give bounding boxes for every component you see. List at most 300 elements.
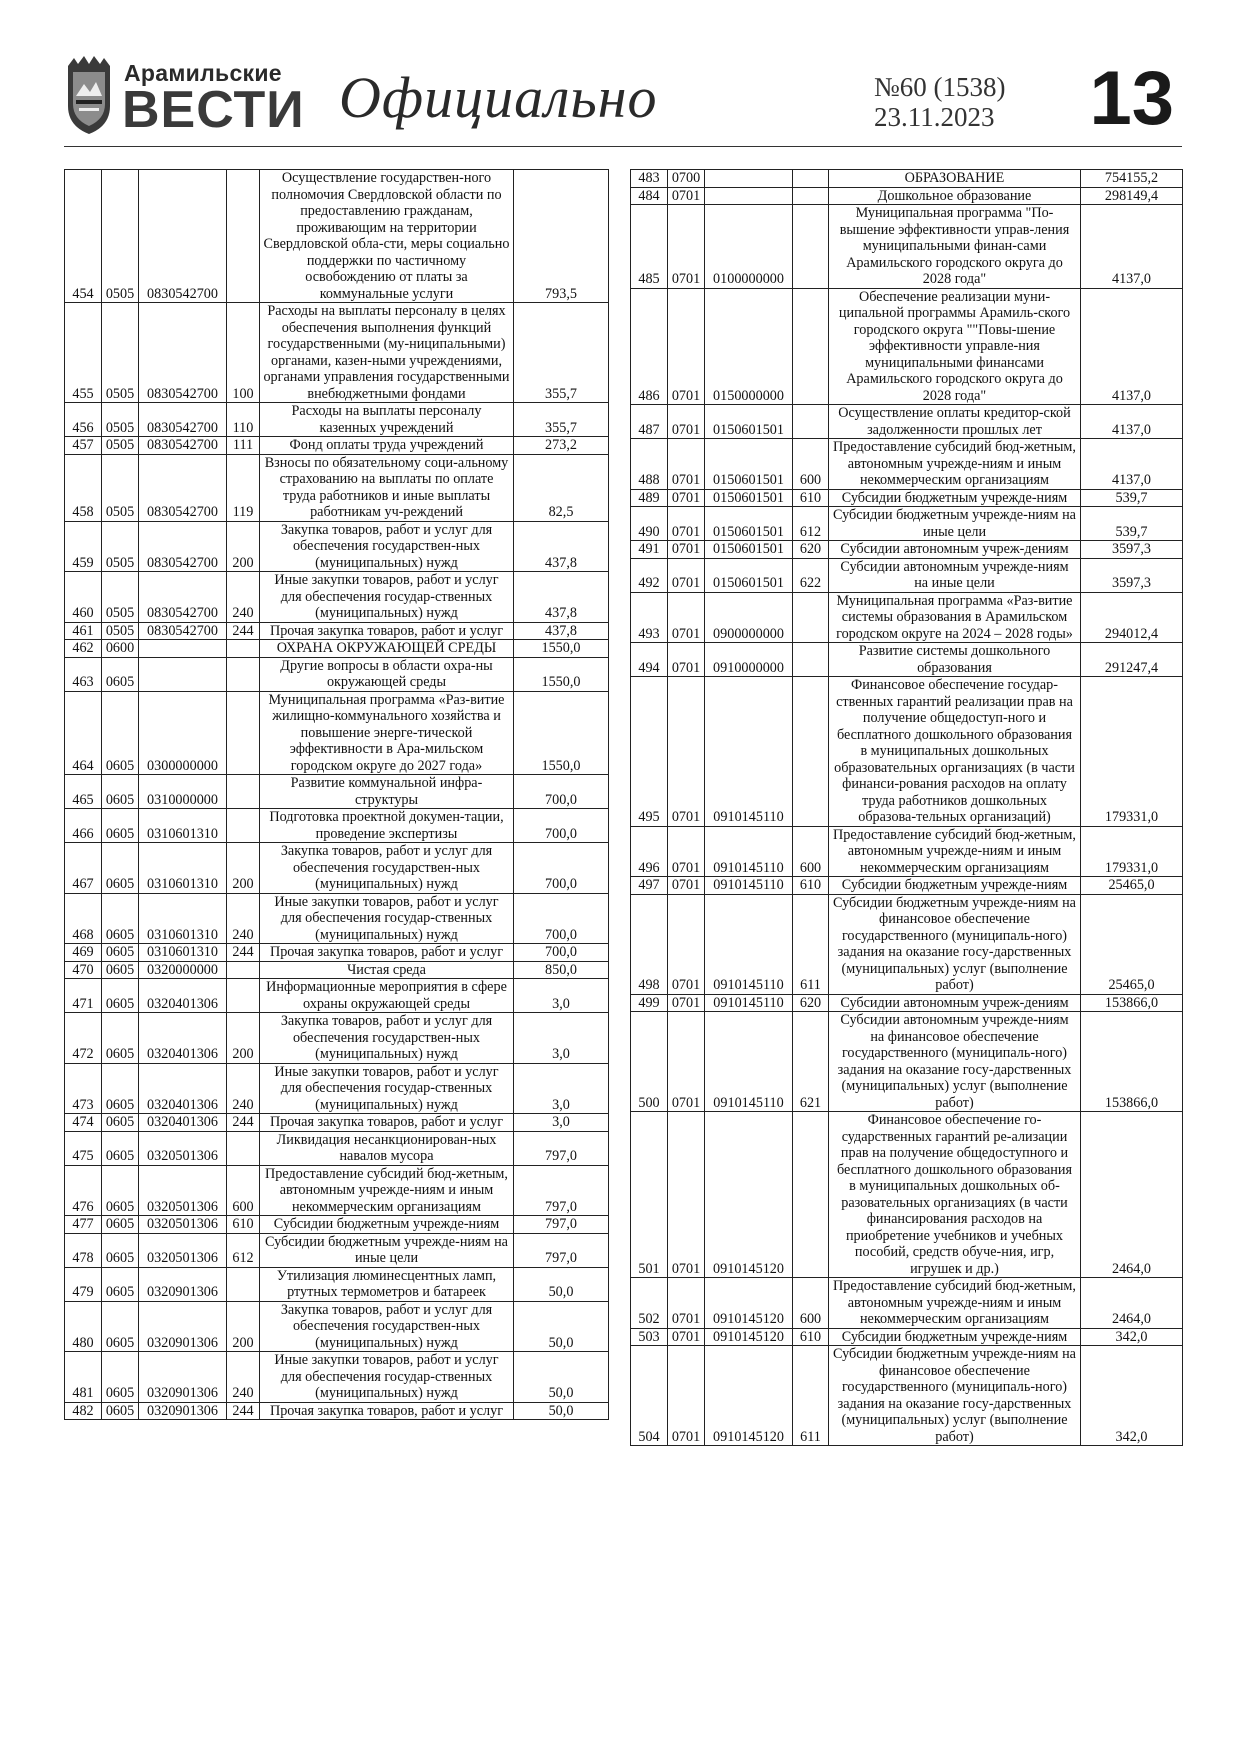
amount-cell: 437,8 <box>514 622 609 640</box>
target-article-cell: 0320901306 <box>139 1352 227 1403</box>
row-number-cell: 455 <box>65 303 102 403</box>
amount-cell: 1550,0 <box>514 657 609 691</box>
description-cell: Субсидии автономным учрежде-ниям на финансовое обеспечение государственного (муниципаль-ного) задания на оказание госу-дарственных (муниципальных) услуг (выполнение работ) <box>829 1012 1081 1112</box>
expense-type-cell: 600 <box>793 439 829 490</box>
description-cell: Чистая среда <box>260 961 514 979</box>
row-number-cell: 501 <box>631 1112 668 1278</box>
page-number: 13 <box>1089 56 1174 141</box>
row-number-cell: 468 <box>65 893 102 944</box>
section-code-cell: 0701 <box>668 826 705 877</box>
table-row <box>65 843 609 894</box>
target-article-cell: 0830542700 <box>139 170 227 303</box>
table-row <box>631 994 1183 1012</box>
description-cell: Муниципальная программа «Раз-витие системы образования в Арамильском городском округе на 2024 – 2028 годы» <box>829 592 1081 643</box>
table-row <box>631 405 1183 439</box>
description-cell: Субсидии бюджетным учрежде-ниям на финансовое обеспечение государственного (муниципаль-ного) задания на оказание госу-дарственных (муниципальных) услуг (выполнение работ) <box>829 1346 1081 1446</box>
amount-cell: 25465,0 <box>1081 894 1183 994</box>
amount-cell: 3597,3 <box>1081 558 1183 592</box>
section-code-cell: 0605 <box>102 1216 139 1234</box>
table-row <box>65 170 609 303</box>
row-number-cell: 494 <box>631 643 668 677</box>
expense-type-cell: 622 <box>793 558 829 592</box>
description-cell: Прочая закупка товаров, работ и услуг <box>260 1114 514 1132</box>
section-code-cell: 0701 <box>668 994 705 1012</box>
table-row <box>631 288 1183 405</box>
table-row <box>65 437 609 455</box>
expense-type-cell: 610 <box>793 489 829 507</box>
amount-cell: 4137,0 <box>1081 205 1183 289</box>
logo-bottom-text: ВЕСТИ <box>122 81 305 139</box>
target-article-cell: 0910145120 <box>705 1112 793 1278</box>
target-article-cell: 0320501306 <box>139 1216 227 1234</box>
expense-type-cell <box>227 1131 260 1165</box>
row-number-cell: 473 <box>65 1063 102 1114</box>
target-article-cell: 0150601501 <box>705 439 793 490</box>
row-number-cell: 467 <box>65 843 102 894</box>
amount-cell: 797,0 <box>514 1165 609 1216</box>
section-code-cell: 0605 <box>102 893 139 944</box>
target-article-cell: 0310601310 <box>139 843 227 894</box>
row-number-cell: 466 <box>65 809 102 843</box>
row-number-cell: 458 <box>65 454 102 521</box>
table-row <box>631 877 1183 895</box>
table-row <box>631 894 1183 994</box>
amount-cell: 1550,0 <box>514 691 609 775</box>
row-number-cell: 478 <box>65 1233 102 1267</box>
amount-cell: 793,5 <box>514 170 609 303</box>
row-number-cell: 472 <box>65 1013 102 1064</box>
section-code-cell: 0605 <box>102 1114 139 1132</box>
section-code-cell: 0605 <box>102 1013 139 1064</box>
amount-cell: 291247,4 <box>1081 643 1183 677</box>
amount-cell: 342,0 <box>1081 1346 1183 1446</box>
table-row <box>65 1114 609 1132</box>
expense-type-cell: 600 <box>793 826 829 877</box>
expense-type-cell <box>793 288 829 405</box>
issue-number: №60 (1538) <box>874 72 1006 102</box>
target-article-cell: 0910145120 <box>705 1278 793 1329</box>
target-article-cell: 0150000000 <box>705 288 793 405</box>
row-number-cell: 490 <box>631 507 668 541</box>
expense-type-cell: 612 <box>227 1233 260 1267</box>
description-cell: Закупка товаров, работ и услуг для обеспечения государствен-ных (муниципальных) нужд <box>260 843 514 894</box>
amount-cell: 25465,0 <box>1081 877 1183 895</box>
target-article-cell: 0320501306 <box>139 1165 227 1216</box>
budget-table-right <box>630 169 1183 1446</box>
description-cell: Иные закупки товаров, работ и услуг для обеспечения государ-ственных (муниципальных) нужд <box>260 1352 514 1403</box>
expense-type-cell <box>793 405 829 439</box>
expense-type-cell <box>227 657 260 691</box>
table-row <box>631 489 1183 507</box>
expense-type-cell: 610 <box>793 1328 829 1346</box>
expense-type-cell: 244 <box>227 622 260 640</box>
section-code-cell: 0605 <box>102 843 139 894</box>
table-row <box>65 1267 609 1301</box>
table-row <box>631 1012 1183 1112</box>
target-article-cell: 0300000000 <box>139 691 227 775</box>
table-row <box>631 170 1183 188</box>
target-article-cell: 0830542700 <box>139 454 227 521</box>
description-cell: Утилизация люминесцентных ламп, ртутных термометров и батареек <box>260 1267 514 1301</box>
section-code-cell: 0701 <box>668 1112 705 1278</box>
expense-type-cell <box>793 643 829 677</box>
expense-type-cell: 244 <box>227 1402 260 1420</box>
section-code-cell: 0505 <box>102 403 139 437</box>
target-article-cell: 0320501306 <box>139 1233 227 1267</box>
target-article-cell: 0910145120 <box>705 1346 793 1446</box>
section-code-cell: 0701 <box>668 1012 705 1112</box>
row-number-cell: 454 <box>65 170 102 303</box>
section-code-cell: 0605 <box>102 1233 139 1267</box>
expense-type-cell: 240 <box>227 572 260 623</box>
description-cell: Ликвидация несанкционирован-ных навалов мусора <box>260 1131 514 1165</box>
expense-type-cell: 600 <box>227 1165 260 1216</box>
table-row <box>65 775 609 809</box>
description-cell: Иные закупки товаров, работ и услуг для обеспечения государ-ственных (муниципальных) нужд <box>260 1063 514 1114</box>
row-number-cell: 487 <box>631 405 668 439</box>
target-article-cell: 0830542700 <box>139 521 227 572</box>
target-article-cell: 0150601501 <box>705 489 793 507</box>
row-number-cell: 504 <box>631 1346 668 1446</box>
section-code-cell: 0605 <box>102 809 139 843</box>
target-article-cell: 0150601501 <box>705 405 793 439</box>
expense-type-cell <box>793 677 829 827</box>
description-cell: Предоставление субсидий бюд-жетным, автономным учрежде-ниям и иным некоммерческим организациям <box>829 826 1081 877</box>
target-article-cell <box>705 170 793 188</box>
row-number-cell: 470 <box>65 961 102 979</box>
row-number-cell: 488 <box>631 439 668 490</box>
table-row <box>65 944 609 962</box>
budget-table-left <box>64 169 609 1420</box>
target-article-cell: 0150601501 <box>705 541 793 559</box>
expense-type-cell <box>793 170 829 188</box>
table-row <box>65 893 609 944</box>
section-code-cell: 0701 <box>668 205 705 289</box>
target-article-cell: 0910145120 <box>705 1328 793 1346</box>
description-cell: Обеспечение реализации муни-ципальной программы Арамиль-ского городского округа ""Повы-шение эффективности управле-ния муниципальными финансами Арамильского городского округа до 2028 года" <box>829 288 1081 405</box>
row-number-cell: 475 <box>65 1131 102 1165</box>
newspaper-logo[interactable] <box>64 56 305 139</box>
target-article-cell: 0320901306 <box>139 1402 227 1420</box>
table-row <box>65 961 609 979</box>
description-cell: Субсидии бюджетным учрежде-ниям <box>260 1216 514 1234</box>
section-code-cell: 0700 <box>668 170 705 188</box>
table-row <box>631 205 1183 289</box>
amount-cell: 700,0 <box>514 944 609 962</box>
target-article-cell: 0910145110 <box>705 1012 793 1112</box>
section-code-cell: 0605 <box>102 1301 139 1352</box>
table-row <box>631 1328 1183 1346</box>
section-code-cell: 0505 <box>102 170 139 303</box>
section-title: Официально <box>339 65 658 130</box>
description-cell: Иные закупки товаров, работ и услуг для обеспечения государ-ственных (муниципальных) нужд <box>260 572 514 623</box>
amount-cell: 273,2 <box>514 437 609 455</box>
table-row <box>65 572 609 623</box>
row-number-cell: 463 <box>65 657 102 691</box>
expense-type-cell <box>227 1267 260 1301</box>
expense-type-cell: 200 <box>227 1301 260 1352</box>
amount-cell: 700,0 <box>514 893 609 944</box>
target-article-cell: 0320401306 <box>139 979 227 1013</box>
description-cell: Субсидии автономным учрежде-ниям на иные цели <box>829 558 1081 592</box>
expense-type-cell <box>227 640 260 658</box>
amount-cell: 797,0 <box>514 1131 609 1165</box>
description-cell: Муниципальная программа «Раз-витие жилищно-коммунального хозяйства и повышение энерге-тической эффективности в Ара-мильском городском округе до 2027 года» <box>260 691 514 775</box>
description-cell: Субсидии бюджетным учрежде-ниям на иные цели <box>829 507 1081 541</box>
expense-type-cell: 621 <box>793 1012 829 1112</box>
description-cell: Муниципальная программа "По-вышение эффективности управ-ления муниципальными финан-сами Арамильского городского округа до 2028 года" <box>829 205 1081 289</box>
row-number-cell: 482 <box>65 1402 102 1420</box>
expense-type-cell <box>227 775 260 809</box>
expense-type-cell: 110 <box>227 403 260 437</box>
section-code-cell: 0605 <box>102 979 139 1013</box>
table-row <box>65 521 609 572</box>
amount-cell: 179331,0 <box>1081 826 1183 877</box>
description-cell: Закупка товаров, работ и услуг для обеспечения государствен-ных (муниципальных) нужд <box>260 521 514 572</box>
table-row <box>65 979 609 1013</box>
expense-type-cell <box>227 691 260 775</box>
expense-type-cell: 240 <box>227 1063 260 1114</box>
row-number-cell: 464 <box>65 691 102 775</box>
expense-type-cell: 620 <box>793 541 829 559</box>
expense-type-cell <box>793 187 829 205</box>
expense-type-cell: 612 <box>793 507 829 541</box>
description-cell: Субсидии бюджетным учрежде-ниям на иные цели <box>260 1233 514 1267</box>
description-cell: Дошкольное образование <box>829 187 1081 205</box>
description-cell: Предоставление субсидий бюд-жетным, автономным учрежде-ниям и иным некоммерческим организациям <box>260 1165 514 1216</box>
section-code-cell: 0701 <box>668 288 705 405</box>
row-number-cell: 489 <box>631 489 668 507</box>
table-row <box>631 507 1183 541</box>
row-number-cell: 474 <box>65 1114 102 1132</box>
row-number-cell: 479 <box>65 1267 102 1301</box>
expense-type-cell: 240 <box>227 1352 260 1403</box>
row-number-cell: 471 <box>65 979 102 1013</box>
expense-type-cell: 244 <box>227 944 260 962</box>
target-article-cell: 0320000000 <box>139 961 227 979</box>
row-number-cell: 476 <box>65 1165 102 1216</box>
row-number-cell: 491 <box>631 541 668 559</box>
section-code-cell: 0600 <box>102 640 139 658</box>
section-code-cell: 0701 <box>668 1346 705 1446</box>
row-number-cell: 499 <box>631 994 668 1012</box>
target-article-cell: 0310601310 <box>139 809 227 843</box>
table-row <box>631 558 1183 592</box>
section-code-cell: 0701 <box>668 507 705 541</box>
table-row <box>65 1131 609 1165</box>
amount-cell: 2464,0 <box>1081 1278 1183 1329</box>
section-code-cell: 0701 <box>668 643 705 677</box>
row-number-cell: 492 <box>631 558 668 592</box>
table-row <box>65 454 609 521</box>
description-cell: Иные закупки товаров, работ и услуг для обеспечения государ-ственных (муниципальных) нужд <box>260 893 514 944</box>
target-article-cell: 0830542700 <box>139 572 227 623</box>
row-number-cell: 481 <box>65 1352 102 1403</box>
table-row <box>631 439 1183 490</box>
amount-cell: 50,0 <box>514 1402 609 1420</box>
section-code-cell: 0505 <box>102 454 139 521</box>
section-code-cell: 0505 <box>102 521 139 572</box>
row-number-cell: 502 <box>631 1278 668 1329</box>
expense-type-cell: 200 <box>227 1013 260 1064</box>
section-code-cell: 0505 <box>102 572 139 623</box>
description-cell: Расходы на выплаты персоналу казенных учреждений <box>260 403 514 437</box>
table-row <box>65 303 609 403</box>
section-code-cell: 0701 <box>668 439 705 490</box>
target-article-cell: 0320401306 <box>139 1013 227 1064</box>
table-row <box>65 1216 609 1234</box>
table-row <box>65 1301 609 1352</box>
row-number-cell: 469 <box>65 944 102 962</box>
header-divider <box>64 146 1182 147</box>
expense-type-cell <box>793 1112 829 1278</box>
issue-info <box>874 72 1006 132</box>
section-code-cell: 0605 <box>102 944 139 962</box>
section-code-cell: 0701 <box>668 592 705 643</box>
amount-cell: 3,0 <box>514 1063 609 1114</box>
target-article-cell <box>139 640 227 658</box>
expense-type-cell: 200 <box>227 521 260 572</box>
target-article-cell: 0310601310 <box>139 944 227 962</box>
description-cell: Прочая закупка товаров, работ и услуг <box>260 622 514 640</box>
amount-cell: 153866,0 <box>1081 994 1183 1012</box>
section-code-cell: 0605 <box>102 657 139 691</box>
amount-cell: 4137,0 <box>1081 288 1183 405</box>
amount-cell: 3,0 <box>514 979 609 1013</box>
target-article-cell: 0320901306 <box>139 1301 227 1352</box>
amount-cell: 700,0 <box>514 775 609 809</box>
amount-cell: 700,0 <box>514 843 609 894</box>
description-cell: Прочая закупка товаров, работ и услуг <box>260 1402 514 1420</box>
section-code-cell: 0605 <box>102 1267 139 1301</box>
description-cell: Подготовка проектной докумен-тации, проведение экспертизы <box>260 809 514 843</box>
amount-cell: 355,7 <box>514 303 609 403</box>
section-code-cell: 0505 <box>102 437 139 455</box>
amount-cell: 4137,0 <box>1081 439 1183 490</box>
table-row <box>65 1013 609 1064</box>
amount-cell: 179331,0 <box>1081 677 1183 827</box>
row-number-cell: 480 <box>65 1301 102 1352</box>
table-row <box>65 1165 609 1216</box>
table-row <box>65 1063 609 1114</box>
section-code-cell: 0701 <box>668 187 705 205</box>
section-code-cell: 0701 <box>668 894 705 994</box>
amount-cell: 298149,4 <box>1081 187 1183 205</box>
amount-cell: 3597,3 <box>1081 541 1183 559</box>
row-number-cell: 503 <box>631 1328 668 1346</box>
description-cell: Субсидии бюджетным учрежде-ниям <box>829 1328 1081 1346</box>
description-cell: Развитие системы дошкольного образования <box>829 643 1081 677</box>
expense-type-cell: 620 <box>793 994 829 1012</box>
description-cell: Финансовое обеспечение го-сударственных гарантий ре-ализации прав на получение общедоступного и бесплатного дошкольного образования в муниципальных дошкольных об-разовательных организациях (в части финансирования расходов на приобретение учебников и учебных пособий, средств обуче-ния, игр, игрушек и др.) <box>829 1112 1081 1278</box>
table-row <box>65 403 609 437</box>
description-cell: Предоставление субсидий бюд-жетным, автономным учрежде-ниям и иным некоммерческим организациям <box>829 1278 1081 1329</box>
expense-type-cell: 119 <box>227 454 260 521</box>
row-number-cell: 459 <box>65 521 102 572</box>
row-number-cell: 461 <box>65 622 102 640</box>
row-number-cell: 456 <box>65 403 102 437</box>
section-code-cell: 0605 <box>102 1352 139 1403</box>
section-code-cell: 0701 <box>668 558 705 592</box>
amount-cell: 539,7 <box>1081 507 1183 541</box>
row-number-cell: 500 <box>631 1012 668 1112</box>
description-cell: Осуществление государствен-ного полномочия Свердловской области по предоставлению гражданам, проживающим на территории Свердловской обла-сти, меры социально поддержки по частичному освобождению от платы за коммунальные услуги <box>260 170 514 303</box>
table-row <box>65 1352 609 1403</box>
section-code-cell: 0505 <box>102 303 139 403</box>
amount-cell: 50,0 <box>514 1301 609 1352</box>
amount-cell: 797,0 <box>514 1216 609 1234</box>
expense-type-cell: 611 <box>793 894 829 994</box>
row-number-cell: 495 <box>631 677 668 827</box>
description-cell: Расходы на выплаты персоналу в целях обеспечения выполнения функций государственными (му-ниципальными) органами, казен-ными учреждениями, органами управления государственными внебюджетными фондами <box>260 303 514 403</box>
row-number-cell: 465 <box>65 775 102 809</box>
table-row <box>631 826 1183 877</box>
expense-type-cell: 240 <box>227 893 260 944</box>
table-row <box>631 677 1183 827</box>
description-cell: Информационные мероприятия в сфере охраны окружающей среды <box>260 979 514 1013</box>
section-code-cell: 0605 <box>102 1131 139 1165</box>
expense-type-cell: 244 <box>227 1114 260 1132</box>
target-article-cell: 0910145110 <box>705 994 793 1012</box>
description-cell: Субсидии бюджетным учрежде-ниям <box>829 489 1081 507</box>
amount-cell: 539,7 <box>1081 489 1183 507</box>
expense-type-cell: 611 <box>793 1346 829 1446</box>
amount-cell: 50,0 <box>514 1352 609 1403</box>
amount-cell: 355,7 <box>514 403 609 437</box>
row-number-cell: 496 <box>631 826 668 877</box>
table-row <box>65 691 609 775</box>
description-cell: Закупка товаров, работ и услуг для обеспечения государствен-ных (муниципальных) нужд <box>260 1013 514 1064</box>
target-article-cell: 0910145110 <box>705 677 793 827</box>
amount-cell: 82,5 <box>514 454 609 521</box>
target-article-cell: 0830542700 <box>139 303 227 403</box>
target-article-cell: 0100000000 <box>705 205 793 289</box>
target-article-cell: 0310601310 <box>139 893 227 944</box>
table-row <box>65 1402 609 1420</box>
issue-date: 23.11.2023 <box>874 102 995 132</box>
expense-type-cell <box>227 809 260 843</box>
row-number-cell: 485 <box>631 205 668 289</box>
logo-top-text: Арамильские <box>124 60 282 86</box>
amount-cell: 294012,4 <box>1081 592 1183 643</box>
page-header <box>64 50 1182 146</box>
row-number-cell: 493 <box>631 592 668 643</box>
target-article-cell: 0830542700 <box>139 437 227 455</box>
table-row <box>631 592 1183 643</box>
amount-cell: 437,8 <box>514 572 609 623</box>
expense-type-cell <box>227 961 260 979</box>
description-cell: Субсидии автономным учреж-дениям <box>829 994 1081 1012</box>
expense-type-cell: 610 <box>227 1216 260 1234</box>
target-article-cell: 0320901306 <box>139 1267 227 1301</box>
expense-type-cell <box>793 592 829 643</box>
section-code-cell: 0701 <box>668 877 705 895</box>
expense-type-cell <box>793 205 829 289</box>
amount-cell: 3,0 <box>514 1013 609 1064</box>
target-article-cell: 0310000000 <box>139 775 227 809</box>
table-row <box>631 187 1183 205</box>
row-number-cell: 498 <box>631 894 668 994</box>
section-code-cell: 0701 <box>668 1328 705 1346</box>
amount-cell: 850,0 <box>514 961 609 979</box>
amount-cell: 50,0 <box>514 1267 609 1301</box>
table-row <box>65 640 609 658</box>
target-article-cell: 0150601501 <box>705 558 793 592</box>
section-code-cell: 0701 <box>668 1278 705 1329</box>
description-cell: Закупка товаров, работ и услуг для обеспечения государствен-ных (муниципальных) нужд <box>260 1301 514 1352</box>
section-code-cell: 0605 <box>102 1165 139 1216</box>
description-cell: ОХРАНА ОКРУЖАЮЩЕЙ СРЕДЫ <box>260 640 514 658</box>
